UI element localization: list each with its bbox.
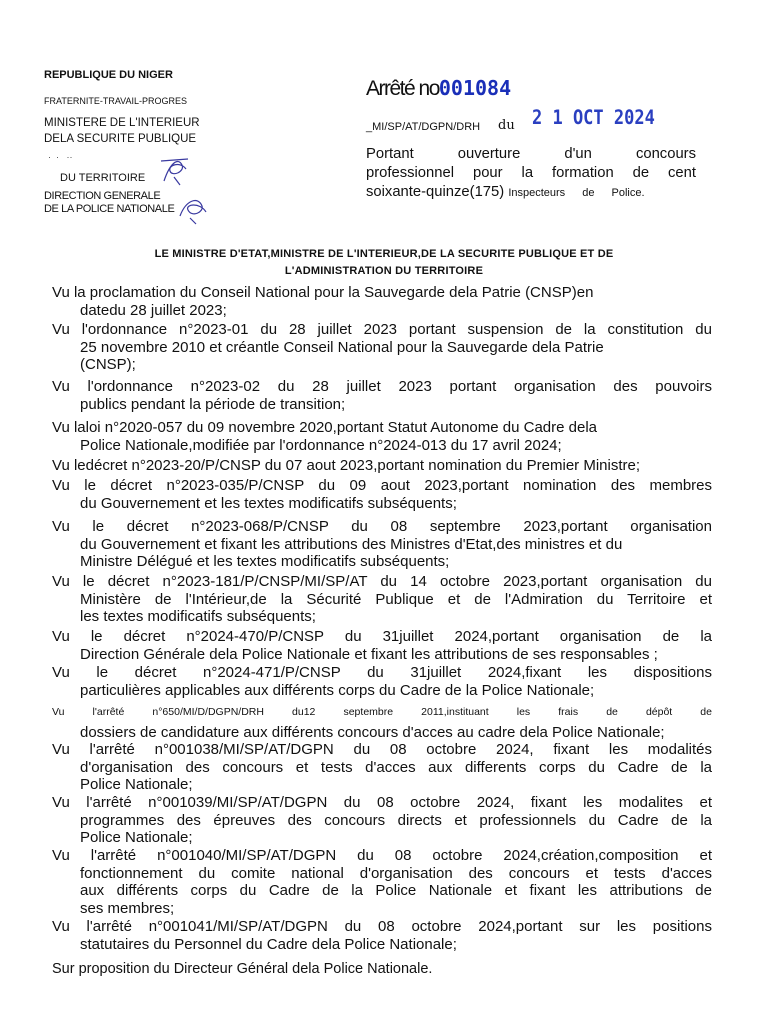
- ministry-line-2: DELA SECURITE PUBLIQUE: [44, 133, 197, 145]
- direction-line-2: DE LA POLICE NATIONALE: [44, 203, 175, 215]
- portant-line-1: Portant ouverture d'un concours: [366, 146, 696, 162]
- considerant-first-line: Vu l'arrêté n°001038/MI/SP/AT/DGPN du 08 octobre 2024, fixant les modalités: [52, 741, 712, 758]
- considerant-continuation-line: aux différents corps du Cadre de la Police Nationale et fixant les attributions de: [80, 882, 712, 899]
- considerant-first-line: Vu ledécret n°2023-20/P/CNSP du 07 aout 2023,portant nomination du Premier Ministre;: [52, 457, 641, 474]
- portant-line-3: [366, 183, 696, 203]
- considerant-continuation-line: publics pendant la période de transition;: [80, 395, 346, 413]
- arrete-prefix: Arrêté no: [366, 77, 439, 100]
- initials-signature-icon-2: [176, 194, 212, 226]
- republic-title: REPUBLIQUE DU NIGER: [44, 69, 173, 81]
- direction-line-1: DIRECTION GENERALE: [44, 190, 161, 202]
- considerant-first-line: Vu la proclamation du Conseil National pour la Sauvegarde dela Patrie (CNSP)en: [52, 284, 594, 301]
- date-stamp: 2 1 OCT 2024: [532, 106, 655, 130]
- minister-title-line-1: LE MINISTRE D'ETAT,MINISTRE DE L'INTERIEUR,DE LA SECURITE PUBLIQUE ET DE: [154, 248, 614, 260]
- considerant-continuation-line: (CNSP);: [80, 356, 136, 373]
- considerant-first-line: Vu le décret n°2024-470/P/CNSP du 31juillet 2024,portant organisation de la: [52, 628, 712, 645]
- considerant-continuation-line: datedu 28 juillet 2023;: [80, 301, 227, 319]
- considerant-first-line: Vu laloi n°2020-057 du 09 novembre 2020,portant Statut Autonome du Cadre dela: [52, 419, 597, 436]
- considerant-continuation-line: programmes des épreuves des concours directs et professionnels du Cadre de la: [80, 811, 712, 829]
- ministry-line-1: MINISTERE DE L'INTERIEUR: [44, 117, 200, 129]
- considerant-first-line: Vu l'arrêté n°001040/MI/SP/AT/DGPN du 08 octobre 2024,création,composition et: [52, 847, 712, 864]
- portant-line-2: professionnel pour la formation de cent: [366, 165, 696, 181]
- considerant-continuation-line: fonctionnement du comite national d'organisation des concours et tests d'acces: [80, 864, 712, 882]
- considerant-continuation-line: 25 novembre 2010 et créantle Conseil National pour la Sauvegarde dela Patrie: [80, 338, 604, 356]
- considerant-first-line: Vu le décret n°2023-181/P/CNSP/MI/SP/AT du 14 octobre 2023,portant organisation du: [52, 573, 712, 590]
- considerant-first-line: Vu le décret n°2024-471/P/CNSP du 31juillet 2024,fixant les dispositions: [52, 664, 712, 681]
- considerant-first-line: Vu le décret n°2023-035/P/CNSP du 09 aout 2023,portant nomination des membres: [52, 477, 712, 494]
- considerant-continuation-line: du Gouvernement et les textes modificatifs subséquents;: [80, 494, 457, 512]
- considerant-continuation-line: du Gouvernement et fixant les attributions des Ministres d'Etat,des ministres et du: [80, 535, 623, 553]
- portant-line-3-main: soixante-quinze(175): [366, 184, 505, 200]
- initials-signature-icon: [158, 155, 194, 189]
- considerant-continuation-line: d'organisation des concours et tests d'acces aux differents corps du Cadre de la: [80, 758, 712, 776]
- ink-dots: · · ··: [48, 152, 73, 162]
- considerant-continuation-line: Ministre Délégué et les textes modificatifs subséquents;: [80, 553, 450, 570]
- arrete-reference: _MI/SP/AT/DGPN/DRH: [366, 121, 481, 133]
- arrete-title: [366, 76, 511, 101]
- considerant-first-line: Vu l'arrêté n°001041/MI/SP/AT/DGPN du 08 octobre 2024,portant sur les positions: [52, 918, 712, 935]
- considerant-first-line: Vu l'ordonnance n°2023-02 du 28 juillet 2023 portant organisation des pouvoirs: [52, 378, 712, 395]
- minister-title-line-2: L'ADMINISTRATION DU TERRITOIRE: [284, 265, 484, 277]
- national-motto: FRATERNITE-TRAVAIL-PROGRES: [44, 96, 188, 106]
- considerant-continuation-line: particulières applicables aux différents corps du Cadre de la Police Nationale;: [80, 681, 595, 699]
- considerant-continuation-line: Police Nationale;: [80, 829, 193, 846]
- ministry-line-3: DU TERRITOIRE: [60, 172, 146, 184]
- considerant-first-line: Vu l'ordonnance n°2023-01 du 28 juillet 2023 portant suspension de la constitution du: [52, 321, 712, 338]
- considerant-continuation-line: Police Nationale;: [80, 776, 193, 793]
- considerant-continuation-line: Ministère de l'Intérieur,de la Sécurité Publique et de l'Admiration du Territoire et: [80, 590, 712, 608]
- considerant-continuation-line: statutaires du Personnel du Cadre dela Police Nationale;: [80, 935, 457, 953]
- portant-line-3-small: Inspecteurs de Police.: [508, 187, 645, 199]
- considerant-continuation-line: Police Nationale,modifiée par l'ordonnance n°2024-013 du 17 avril 2024;: [80, 436, 562, 454]
- considerant-first-line: Vu le décret n°2023-068/P/CNSP du 08 septembre 2023,portant organisation: [52, 518, 712, 535]
- date-prefix: du: [498, 118, 515, 133]
- considerant-first-line: Vu l'arrêté n°650/MI/D/DGPN/DRH du12 septembre 2011,instituant les frais de dépôt de: [52, 706, 712, 718]
- considerant-continuation-line: les textes modificatifs subséquents;: [80, 608, 316, 625]
- arrete-number: 001084: [438, 76, 512, 100]
- considerant-continuation-line: Direction Générale dela Police Nationale et fixant les attributions de ses responsables ;: [80, 645, 658, 663]
- considerant-continuation-line: dossiers de candidature aux différents concours d'acces au cadre dela Police Nationale;: [80, 723, 665, 741]
- considerant-continuation-line: ses membres;: [80, 899, 175, 917]
- considerant-first-line: Vu l'arrêté n°001039/MI/SP/AT/DGPN du 08 octobre 2024, fixant les modalites et: [52, 794, 712, 811]
- closing-line: Sur proposition du Directeur Général dela Police Nationale.: [52, 961, 433, 977]
